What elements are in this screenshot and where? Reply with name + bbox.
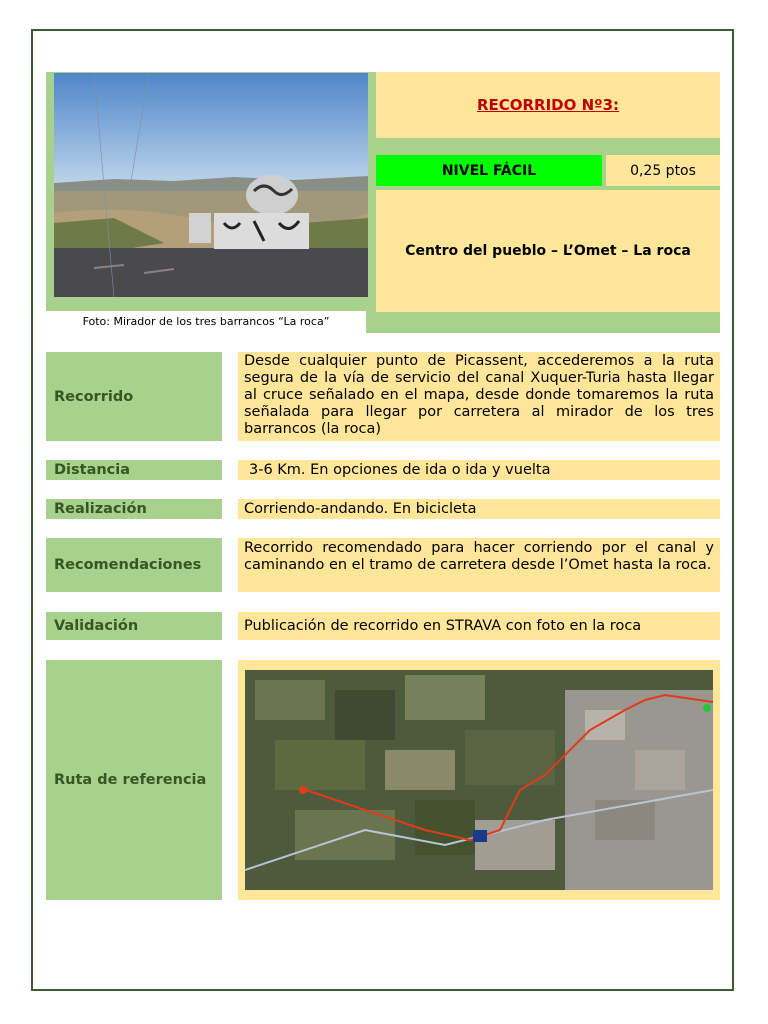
- distancia-label: Distancia: [46, 460, 222, 480]
- recomendaciones-value: Recorrido recomendado para hacer corriendo por el canal y caminando en el tramo de carretera desde l’Omet hasta la roca.: [238, 538, 720, 592]
- recorrido-label: Recorrido: [46, 352, 222, 441]
- route-map: [245, 670, 713, 890]
- validacion-label: Validación: [46, 612, 222, 640]
- title-box: [376, 72, 720, 138]
- distancia-value: 3-6 Km. En opciones de ida o ida y vuelta: [238, 460, 720, 480]
- route-name: Centro del pueblo – L’Omet – La roca: [376, 190, 720, 312]
- recomendaciones-label: Recomendaciones: [46, 538, 222, 592]
- page-title: RECORRIDO Nº3:: [476, 96, 620, 114]
- validacion-value: Publicación de recorrido en STRAVA con foto en la roca: [238, 612, 720, 640]
- photo-caption: Foto: Mirador de los tres barrancos “La roca”: [46, 311, 366, 333]
- realizacion-label: Realización: [46, 499, 222, 519]
- recorrido-value: Desde cualquier punto de Picassent, accederemos a la ruta segura de la vía de servicio del canal Xuquer-Turia hasta llegar al cruce señalado en el mapa, desde donde tomaremos la ruta señalada para llegar por carretera al mirador de los tres barrancos (la roca): [238, 352, 720, 441]
- level-badge: NIVEL FÁCIL: [376, 155, 602, 186]
- ruta-label: Ruta de referencia: [46, 660, 222, 900]
- realizacion-value: Corriendo-andando. En bicicleta: [238, 499, 720, 519]
- mirador-photo: [54, 73, 368, 297]
- points-value: 0,25 ptos: [606, 155, 720, 186]
